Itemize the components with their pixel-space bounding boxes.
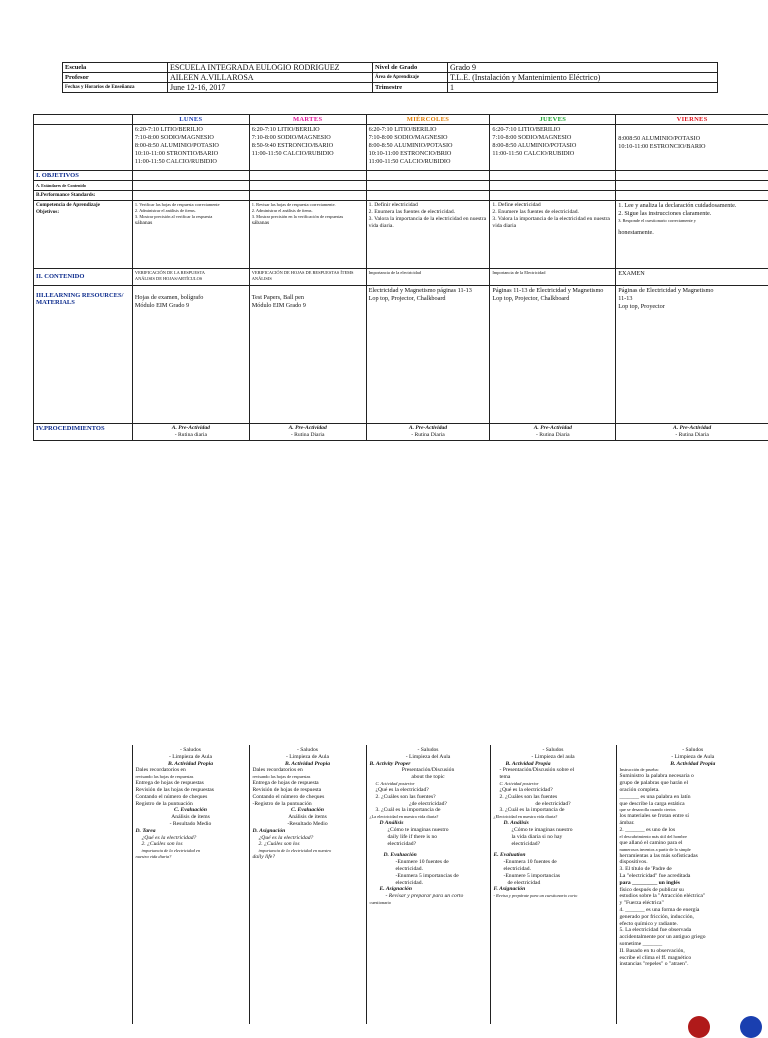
proc-jueves xyxy=(490,424,616,441)
header-table xyxy=(62,62,718,93)
activity-line: revisando las hojas de respuestas xyxy=(136,774,246,780)
resource-item: Módulo EIM Grado 9 xyxy=(252,302,364,310)
objective-item: 2. Administrar el análisis de ítems. xyxy=(252,208,364,214)
asignacion-heading: F. Asignación xyxy=(494,886,613,893)
evaluacion-heading: E. Evaluation xyxy=(494,852,613,859)
objetivos-row xyxy=(34,171,768,181)
quiz-line: instancias "repeles" o "atraen". xyxy=(620,961,767,968)
day-miercoles-label: MIÉRCOLES xyxy=(407,116,449,123)
competencia-row xyxy=(34,201,768,269)
quiz-line: el descubrimiento más útil del hombre xyxy=(620,834,767,840)
contenido-item: ANÁLISIS DE HOJAS/ARTÍCULOS xyxy=(135,276,247,282)
analisis-line: electricidad? xyxy=(370,841,487,848)
quiz-line: escribe el clima el ff. magnético xyxy=(620,955,767,962)
quiz-line: oración completa. xyxy=(620,787,767,794)
day-martes-label: MARTES xyxy=(293,116,322,123)
quiz-line: Instrucción de prueba: xyxy=(620,767,767,773)
activity-line: ¿Qué es la electricidad? xyxy=(494,787,613,794)
quiz-line: 3. El título de 'Padre de xyxy=(620,866,767,873)
magnet-blue-icon xyxy=(740,1016,762,1038)
actividad-heading: B. Actividad Propia xyxy=(494,761,613,768)
analisis-heading: D. Análisis xyxy=(494,820,613,827)
day-lunes xyxy=(132,115,249,125)
eval-line: -Enumere 5 importancias xyxy=(494,873,613,880)
escuela-value: ESCUELA INTEGRADA EULOGIO RODRIGUEZ xyxy=(168,63,373,73)
eval-line: -Enumera 5 importancias de xyxy=(370,873,487,880)
saludos-item: - Saludos xyxy=(136,747,246,754)
resource-item: Test Papers, Ball pen xyxy=(252,294,364,302)
saludos-item: - Saludos xyxy=(494,747,613,754)
competencia-heading: Competencia de Aprendizaje xyxy=(36,202,130,209)
trimestre-label: Trimestre xyxy=(373,83,448,93)
objective-item: 2. Administrar el análisis de ítems. xyxy=(135,208,247,214)
objective-item: 1. Revisar las hojas de respuesta correctamente. xyxy=(252,202,364,208)
activity-line: Presentación/Discusión xyxy=(370,767,487,774)
lesson-plan-table xyxy=(33,114,768,441)
objective-item: 1. Lee y analiza la declaración cuidadosamente. xyxy=(618,202,766,210)
objective-item: 3. Responde el cuestionario correctamente y xyxy=(618,218,766,224)
schedule-miercoles xyxy=(366,125,490,171)
tarea-heading: D. Tarea xyxy=(136,828,246,835)
analisis-line: ¿Cómo te imaginas nuestro xyxy=(370,827,487,834)
eval-line: electricidad. xyxy=(370,880,487,887)
schedule-martes xyxy=(249,125,366,171)
activity-line: Dales recordatorios en xyxy=(136,767,246,774)
objective-item: 1. Verificar las hojas de respuesta correctamente xyxy=(135,202,247,208)
limpieza-item: - Limpieza del Aula xyxy=(370,754,487,761)
quiz-line: 5. La electricidad fue observada xyxy=(620,927,767,934)
resources-miercoles xyxy=(366,286,490,424)
activity-line: Registro de la puntuación xyxy=(136,801,246,808)
rutina-label: - Rutina Diaria xyxy=(369,432,488,439)
objective-item: 3. Mostrar precisión en la verificación de respuestas xyxy=(252,214,364,220)
objective-item: 1. Definir electricidad xyxy=(369,202,488,209)
quiz-line: accidentalmente por un antiguo griego xyxy=(620,934,767,941)
estandares-heading: A. Estándares de Contenido xyxy=(34,181,133,191)
resources-viernes xyxy=(616,286,768,424)
bottom-miercoles xyxy=(366,745,490,1024)
quiz-line: sometime _______ xyxy=(620,941,767,948)
resource-item: Lop top, Projector, Chalkboard xyxy=(492,295,613,303)
contenido-miercoles xyxy=(366,269,490,286)
quiz-line: Suministro la palabra necesaria o xyxy=(620,773,767,780)
activity-line: Revisión de las hojas de respuestas xyxy=(136,787,246,794)
nivel-label: Nivel de Grado xyxy=(373,63,448,73)
magnet-red-icon xyxy=(688,1016,710,1038)
pre-actividad-label: A. Pre-Actividad xyxy=(673,425,711,431)
activity-line: about the topic xyxy=(370,774,487,781)
objective-item: 3. Valora la importancia de la electricidad en nuestra vida diaria xyxy=(492,216,613,230)
quiz-line: grupo de palabras que harán el xyxy=(620,780,767,787)
escuela-label: Escuela xyxy=(63,63,168,73)
quiz-line: generado por fricción, inducción, xyxy=(620,914,767,921)
estandares-row xyxy=(34,181,768,191)
eval-line: electricidad. xyxy=(494,866,613,873)
resource-item: Lop top, Projector, Chalkboard xyxy=(369,295,488,303)
quiz-line: que se desarrolla cuando ciertos xyxy=(620,807,767,813)
day-viernes xyxy=(616,115,768,125)
contenido-martes xyxy=(249,269,366,286)
resource-item: Páginas de Electricidad y Magnetismo xyxy=(618,287,766,295)
schedule-line: 6:20-7:10 LITIO/BERILIO xyxy=(135,126,247,134)
activity-line: revisando las hojas de respuestas xyxy=(253,774,363,780)
tarea-line: nuestra vida diaria? xyxy=(136,854,246,860)
schedule-line: 11:00-11:50 CALCIO/RUBIDIO xyxy=(252,150,364,158)
bottom-martes xyxy=(249,745,366,1024)
objective-item: 1. Define electricidad xyxy=(492,202,613,209)
analisis-line: daily life if there is no xyxy=(370,834,487,841)
contenido-row xyxy=(34,269,768,286)
quiz-line: físico después de publicar su xyxy=(620,887,767,894)
day-jueves xyxy=(490,115,616,125)
quiz-line: que describe la carga estática xyxy=(620,801,767,808)
nivel-value: Grado 9 xyxy=(448,63,718,73)
profesor-value: AILEEN A.VILLAROSA xyxy=(168,73,373,83)
asignacion-heading: D. Asignación xyxy=(253,828,363,835)
objetivos-subheading: Objetivos: xyxy=(36,209,130,216)
procedures-continuation xyxy=(33,745,768,1024)
eval-line: -Enumera 10 fuentes de xyxy=(494,859,613,866)
pre-actividad-label: A. Pre-Actividad xyxy=(172,425,210,431)
schedule-line: 10:10-11:00 STRONTIO/BARIO xyxy=(135,150,247,158)
quiz-line: 2. _______ es uno de los xyxy=(620,827,767,834)
quiz-line: 4. _______ es una forma de energía xyxy=(620,907,767,914)
eval-line: Análisis de ítems xyxy=(253,814,363,821)
schedule-line: 10:10-11:00 ESTRONCIO/BRIO xyxy=(369,150,488,158)
schedule-line: 7:10-8:00 SODIO/MAGNESIO xyxy=(369,134,488,142)
proc-miercoles xyxy=(366,424,490,441)
schedule-lunes xyxy=(132,125,249,171)
resource-item: Módulo EIM Grado 9 xyxy=(135,302,247,310)
contenido-jueves xyxy=(490,269,616,286)
schedule-line: 7:10-8:00 SODIO/MAGNESIO xyxy=(252,134,364,142)
bottom-lunes xyxy=(132,745,249,1024)
tarea-line: ¿Qué es la electricidad? xyxy=(136,835,246,842)
objectives-lunes xyxy=(132,201,249,269)
day-header-row xyxy=(34,115,768,125)
performance-row xyxy=(34,191,768,201)
saludos-item: - Saludos xyxy=(370,747,487,754)
learning-heading: III.LEARNING RESOURCES/ MATERIALS xyxy=(34,286,133,424)
activity-line: 3. ¿Cuál es la importancia de xyxy=(494,807,613,814)
schedule-line: 7:10-8:00 SODIO/MAGNESIO xyxy=(135,134,247,142)
proc-martes xyxy=(249,424,366,441)
asignacion-line: importancia de la electricidad en nuestro xyxy=(253,848,363,854)
bottom-jueves xyxy=(490,745,616,1024)
performance-heading: B.Performance Standards: xyxy=(34,191,133,201)
activity-line: Entrega de hojas de respuestas xyxy=(136,780,246,787)
quiz-line: II. Basado en tu observación, xyxy=(620,948,767,955)
contenido-viernes xyxy=(616,269,768,286)
area-label: Área de Aprendizaje xyxy=(373,73,448,83)
schedule-line: 11:00-11:50 CALCIO/RUBIDIO xyxy=(135,158,247,166)
objective-item: sábanas xyxy=(252,220,364,227)
contenido-item: ANÁLISIS xyxy=(252,276,364,282)
objective-item: honestamente. xyxy=(618,229,766,237)
contenido-item: VERIFICACIÓN DE LA RESPUESTA xyxy=(135,270,247,276)
activity-line: ¿Qué es la electricidad? xyxy=(370,787,487,794)
schedule-line: 6:20-7:10 LITIO/BERILIO xyxy=(492,126,613,134)
objectives-jueves xyxy=(490,201,616,269)
schedule-line: 8:008:50 ALUMINIO/POTASIO xyxy=(618,135,766,143)
evaluacion-heading: C. Evaluación xyxy=(253,807,363,814)
eval-line: -Resultado Medio xyxy=(253,821,363,828)
eval-line: de electricidad xyxy=(494,880,613,887)
eval-line: -Enumere 10 fuentes de xyxy=(370,859,487,866)
resource-item: 11-13 xyxy=(618,295,766,303)
asignacion-line: cuestionario xyxy=(370,900,487,906)
objective-item: 2. Sigue las instrucciones claramente. xyxy=(618,210,766,218)
activity-line: ¿de electricidad? xyxy=(370,801,487,808)
activity-line: Dales recordatorios en xyxy=(253,767,363,774)
profesor-label: Profesor xyxy=(63,73,168,83)
activity-line: -Registro de la puntuación xyxy=(253,801,363,808)
rutina-label: - Rutina Diaria xyxy=(618,432,766,439)
day-jueves-label: JUEVES xyxy=(539,116,566,123)
schedule-line: 6:20-7:10 LITIO/BERILIO xyxy=(369,126,488,134)
quiz-line: ámbar. xyxy=(620,820,767,827)
schedule-line: 10:10-11:00 ESTRONCIO/BARIO xyxy=(618,143,766,151)
schedule-row xyxy=(34,125,768,171)
quiz-line: estudios sobre la "Atracción eléctrica" xyxy=(620,893,767,900)
analisis-line: electricidad? xyxy=(494,841,613,848)
quiz-line: que allanó el camino para el xyxy=(620,840,767,847)
quiz-line: dispositivos. xyxy=(620,859,767,866)
fechas-value: June 12-16, 2017 xyxy=(168,83,373,93)
schedule-line: 8:00-8:50 ALUMINIO/POTASIO xyxy=(135,142,247,150)
activity-line: 3. ¿Cuál es la importancia de xyxy=(370,807,487,814)
contenido-heading: II. CONTENIDO xyxy=(34,269,133,286)
objectives-miercoles xyxy=(366,201,490,269)
contenido-item: VERIFICACIÓN DE HOJAS DE RESPUESTAS ÍTEMS xyxy=(252,270,364,276)
quiz-line: efecto químico y radiante. xyxy=(620,921,767,928)
activity-line: 2. ¿Cuáles son las fuentes? xyxy=(370,794,487,801)
schedule-line: 8:00-8:50 ALUMINIO/POTASIO xyxy=(492,142,613,150)
quiz-line: numerosos inventos a partir de lo simple xyxy=(620,847,767,853)
resources-martes xyxy=(249,286,366,424)
actividad-heading: B. Actividad Propia xyxy=(253,761,363,768)
procedimientos-row xyxy=(34,424,768,441)
analisis-line: ¿Cómo te imaginas nuestro xyxy=(494,827,613,834)
bottom-viernes xyxy=(616,745,768,1024)
procedimientos-heading: IV.PROCEDIMIENTOS xyxy=(34,424,133,441)
pre-actividad-label: A. Pre-Actividad xyxy=(534,425,572,431)
eval-line: electricidad. xyxy=(370,866,487,873)
quiz-line: _______ es una palabra en latín xyxy=(620,794,767,801)
day-lunes-label: LUNES xyxy=(179,116,202,123)
resources-row xyxy=(34,286,768,424)
objective-item: sábanas xyxy=(135,220,247,227)
schedule-viernes xyxy=(616,125,768,171)
asignacion-line: ¿Qué es la electricidad? xyxy=(253,835,363,842)
fechas-label: Fechas y Horarios de Enseñanza xyxy=(63,83,168,93)
asignacion-heading: E. Asignación xyxy=(370,886,487,893)
actividad-heading: B. Actividad Propia xyxy=(136,761,246,768)
activity-line: Entrega de hojas de respuesta xyxy=(253,780,363,787)
pre-actividad-label: A. Pre-Actividad xyxy=(289,425,327,431)
pre-actividad-label: A. Pre-Actividad xyxy=(409,425,447,431)
objectives-martes xyxy=(249,201,366,269)
competencia-cell xyxy=(34,201,133,269)
schedule-line: 11:00-11:50 CALCIO/RUBIDIO xyxy=(369,158,488,166)
quiz-line: los materiales se frotan entre sí xyxy=(620,813,767,820)
activity-line: Revisión de hojas de respuesta xyxy=(253,787,363,794)
rutina-label: - Rutina diaria xyxy=(135,432,247,439)
area-value: T.L.E. (Instalación y Mantenimiento Eléctrico) xyxy=(448,73,718,83)
resource-item: Hojas de examen, bolígrafo xyxy=(135,294,247,302)
activity-line: 2. ¿Cuáles son las fuentes xyxy=(494,794,613,801)
day-viernes-label: VIERNES xyxy=(677,116,708,123)
resource-item: Lop top, Proyector xyxy=(618,303,766,311)
objective-item: 2. Enumere las fuentes de electricidad. xyxy=(492,209,613,216)
evaluacion-heading: D. Evaluación xyxy=(370,852,487,859)
quiz-line: y "Fuerza eléctrica" xyxy=(620,900,767,907)
schedule-line: 8:50-9:40 ESTRONCIO/BARIO xyxy=(252,142,364,150)
objectives-viernes xyxy=(616,201,768,269)
activity-line: - Presentación/Discusión sobre el xyxy=(494,767,613,774)
objetivos-heading: I. OBJETIVOS xyxy=(34,171,133,181)
contenido-lunes xyxy=(132,269,249,286)
limpieza-item: - Limpieza de Aula xyxy=(253,754,363,761)
tarea-line: importancia de la electricidad en xyxy=(136,848,246,854)
limpieza-item: - Limpieza de Aula xyxy=(136,754,246,761)
day-martes xyxy=(249,115,366,125)
asignacion-line: 2. ¿Cuáles son los xyxy=(253,841,363,848)
limpieza-item: - Limpieza de Aula xyxy=(620,754,767,761)
contenido-item: Importancia de la electricidad xyxy=(369,270,488,276)
actividad-heading: B. Actividad Propia xyxy=(620,761,767,768)
schedule-line: 7:10-8:00 SODIO/MAGNESIO xyxy=(492,134,613,142)
activity-line: tema xyxy=(494,774,613,781)
quiz-line: La "electricidad" fue acreditada xyxy=(620,873,767,880)
resources-jueves xyxy=(490,286,616,424)
analisis-heading: D Análisis xyxy=(370,820,487,827)
contenido-item: Importancia de la Electricidad xyxy=(492,270,613,276)
activity-line: ¿La electricidad en nuestra vida diaria? xyxy=(370,814,487,820)
proc-lunes xyxy=(132,424,249,441)
asignacion-line: - Revisar y preparar para un corto xyxy=(370,893,487,900)
objective-item: 3. Mostrar precisión al verificar la respuesta xyxy=(135,214,247,220)
proc-viernes xyxy=(616,424,768,441)
resources-lunes xyxy=(132,286,249,424)
actividad-heading: B. Activity Proper xyxy=(370,761,487,768)
asignacion-line: daily life? xyxy=(253,854,363,861)
schedule-line: 8:00-8:50 ALUMINIO/POTASIO xyxy=(369,142,488,150)
schedule-line: 6:20-7:10 LITIO/BERILIO xyxy=(252,126,364,134)
objective-item: 3. Valora la importancia de la electricidad en nuestra vida diaria. xyxy=(369,216,488,230)
tarea-line: 2. ¿Cuáles son los xyxy=(136,841,246,848)
activity-line: de electricidad? xyxy=(494,801,613,808)
schedule-line: 11:00-11:50 CALCIO/RUBIDIO xyxy=(492,150,613,158)
evaluacion-heading: C. Evaluación xyxy=(136,807,246,814)
activity-line: C. Actividad posterior xyxy=(370,781,487,787)
objective-item: 2. Enumera las fuentes de electricidad. xyxy=(369,209,488,216)
activity-line: Contando el número de cheques xyxy=(253,794,363,801)
schedule-jueves xyxy=(490,125,616,171)
saludos-item: - Saludos xyxy=(620,747,767,754)
day-miercoles xyxy=(366,115,490,125)
rutina-label: - Rutina Diaria xyxy=(252,432,364,439)
analisis-line: la vida diaria si no hay xyxy=(494,834,613,841)
limpieza-item: - Limpieza del aula xyxy=(494,754,613,761)
quiz-line: herramientas a las más sofisticadas xyxy=(620,853,767,860)
saludos-item: - Saludos xyxy=(253,747,363,754)
eval-line: Análisis de ítems xyxy=(136,814,246,821)
contenido-item: EXAMEN xyxy=(618,270,766,278)
quiz-line: para _________ un inglés xyxy=(620,880,767,887)
resource-item: Electricidad y Magnetismo páginas 11-13 xyxy=(369,287,488,295)
resource-item: Páginas 11-13 de Electricidad y Magnetismo xyxy=(492,287,613,295)
trimestre-value: 1 xyxy=(448,83,718,93)
asignacion-line: - Revisa y prepárate para un cuestionario corto xyxy=(494,893,613,899)
rutina-label: - Rutina Diaria xyxy=(492,432,613,439)
activity-line: Contando el número de cheques xyxy=(136,794,246,801)
eval-line: - Resultado Medio xyxy=(136,821,246,828)
activity-line: C. Actividad posterior xyxy=(494,781,613,787)
activity-line: ¿Electricidad en nuestra vida diaria? xyxy=(494,814,613,820)
